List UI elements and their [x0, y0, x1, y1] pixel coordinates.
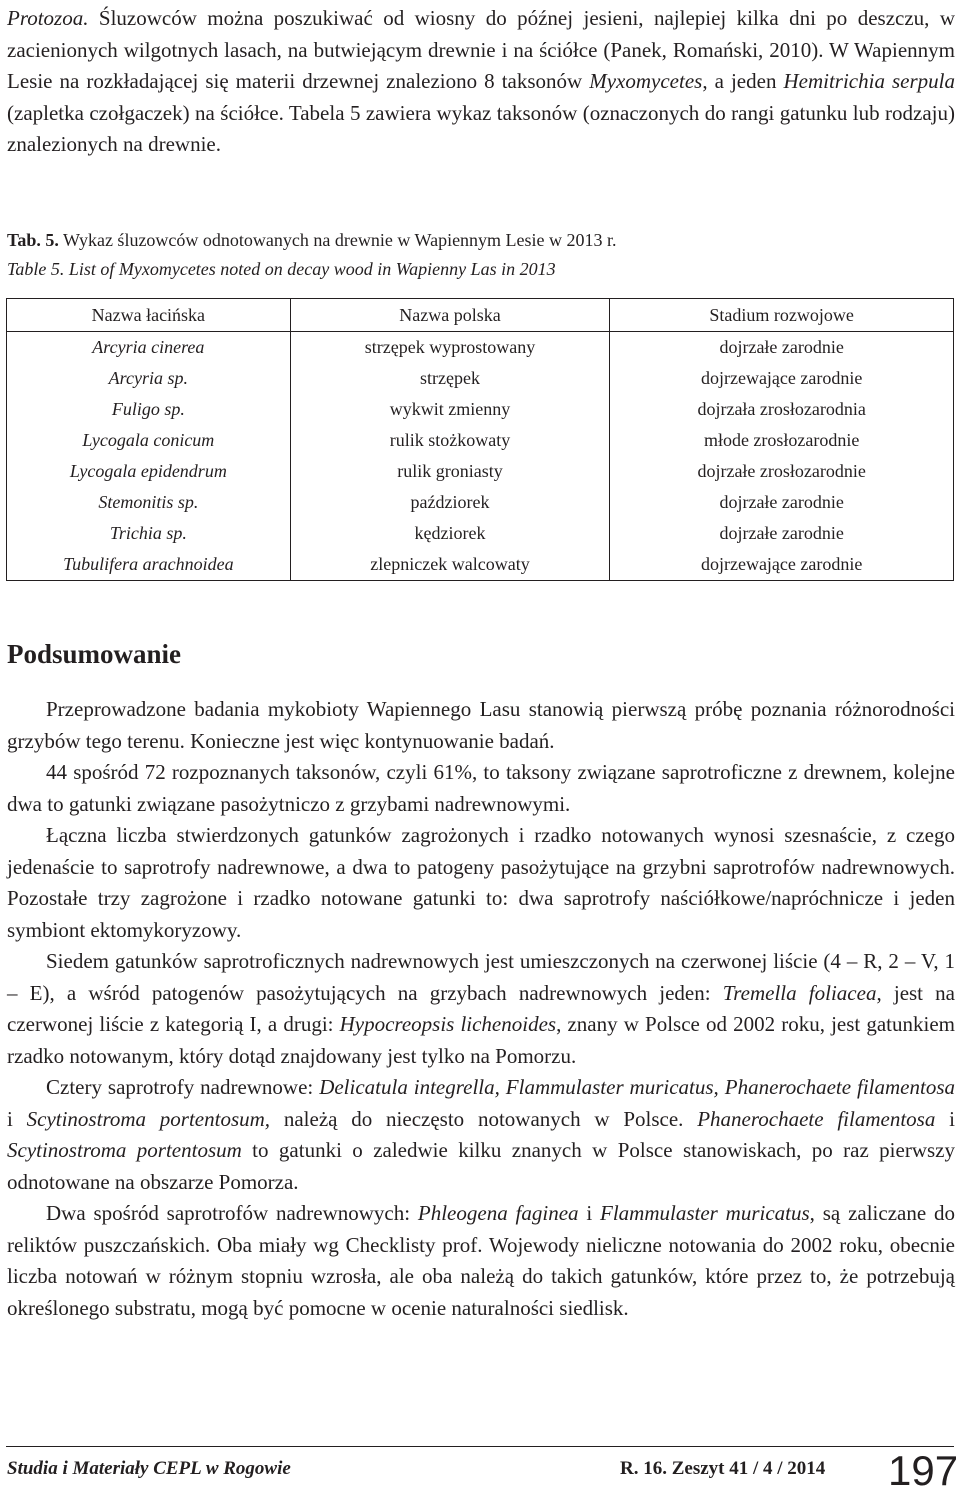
summary-p5-text-c: to gatunki o zaledwie kilku znanych w Polsce stanowiskach, po raz pierwszy odnotowane na obszarze Pomorza.: [7, 1138, 955, 1194]
summary-p5-and-2: i: [935, 1106, 955, 1131]
summary-paragraph-1: [7, 694, 955, 757]
cell-stage: dojrzałe zrosłozarodnie: [610, 456, 954, 487]
summary-paragraph-6: [7, 1198, 955, 1324]
intro-text-2: , a jeden: [702, 69, 784, 93]
col-header-latin: Nazwa łacińska: [7, 299, 291, 332]
cell-polish: rulik stożkowaty: [290, 425, 610, 456]
cell-latin: Stemonitis sp.: [7, 487, 291, 518]
myxomycetes-term: Myxomycetes: [589, 69, 703, 93]
summary-p6-and: i: [578, 1201, 601, 1225]
intro-text-1: Śluzowców można poszukiwać od wiosny do późnej jesieni, najlepiej kilka dni po deszczu, w zacienionych wilgotnych lasach, na butwiejącym drewnie i na ściółce (Panek, Romański, 2010). W Wapiennym Lesie na rozkładającej się materii drzewnej znaleziono 8 taksonów: [7, 6, 955, 93]
scytinostroma-term-2: Scytinostroma portentosum: [7, 1138, 242, 1162]
cell-stage: dojrzewające zarodnie: [610, 363, 954, 394]
table-row: [7, 332, 954, 364]
cell-polish: strzępek wyprostowany: [290, 332, 610, 364]
phanerochaete-term: Phanerochaete filamentosa: [697, 1106, 936, 1131]
summary-p6-text-a: Dwa spośród saprotrofów nadrewnowych:: [46, 1201, 418, 1225]
cell-stage: dojrzała zrosłozarodnia: [610, 394, 954, 425]
summary-p2-text: 44 spośród 72 rozpoznanych taksonów, czyli 61%, to taksony związane saprotroficzne z drewnem, kolejne dwa to gatunki związane pasożytniczo z grzybami nadrewnowymi.: [7, 760, 955, 816]
summary-p5-text-a: Cztery saprotrofy nadrewnowe:: [46, 1075, 320, 1099]
scytinostroma-term: Scytinostroma portentosum,: [26, 1106, 271, 1131]
summary-p4-text-a: Siedem gatunków saprotroficznych nadrewnowych jest umieszczonych na czerwonej liście (4 – R, 2 – V, 1 – E), a wśród patogenów pasożytujących na grzybach nadrewnowych jeden:: [7, 949, 955, 1005]
cell-latin: Tubulifera arachnoidea: [7, 549, 291, 581]
cell-polish: strzępek: [290, 363, 610, 394]
summary-paragraph-5: [7, 1072, 955, 1198]
flammulaster-term: Flammulaster muricatus: [600, 1201, 810, 1225]
summary-p4-text-b: , jest na czerwonej liście z kategorią I, a drugi:: [7, 980, 955, 1036]
cell-stage: młode zrosłozarodnie: [610, 425, 954, 456]
summary-p3-text: Łączna liczba stwierdzonych gatunków zagrożonych i rzadko notowanych wynosi szesnaście, z czego jedenaście to saprotrofy nadrewnowe, a dwa to patogeny pasożytujące na grzybni saprotrofów nadrewnowych. Pozostałe trzy zagrożone i rzadko notowane gatunki to: dwa saprotrofy naściółkowe/napróchnicze i jeden symbiont ektomykoryzowy.: [7, 823, 955, 942]
species-list-term: Delicatula integrella, Flammulaster muricatus, Phanerochaete filamentosa: [319, 1075, 955, 1099]
summary-paragraph-3: [7, 820, 955, 946]
table-row: [7, 394, 954, 425]
summary-p4-text-c: , znany w Polsce od 2002 roku, jest gatunkiem rzadko notowanym, który dotąd znajdowany jest tylko na Pomorzu.: [7, 1012, 956, 1068]
summary-p5-text-b: należą do nieczęsto notowanych w Polsce.: [270, 1106, 698, 1131]
col-header-polish: Nazwa polska: [290, 299, 610, 332]
table-header-row: [7, 299, 954, 332]
cell-latin: Arcyria cinerea: [7, 332, 291, 364]
cell-latin: Fuligo sp.: [7, 394, 291, 425]
table-row: [7, 456, 954, 487]
cell-polish: paździorek: [290, 487, 610, 518]
section-heading-summary: Podsumowanie: [7, 639, 182, 669]
cell-stage: dojrzałe zarodnie: [610, 332, 954, 364]
cell-latin: Lycogala conicum: [7, 425, 291, 456]
hemitrichia-term: Hemitrichia serpula: [783, 69, 956, 93]
cell-latin: Lycogala epidendrum: [7, 456, 291, 487]
table-row: [7, 363, 954, 394]
cell-polish: rulik groniasty: [290, 456, 610, 487]
table-caption-pl: [7, 228, 617, 252]
summary-p5-and-1: i: [7, 1106, 27, 1131]
myxomycetes-table: [6, 298, 954, 581]
page-number: 197: [888, 1447, 959, 1494]
intro-text-3: (zapletka czołgaczek) na ściółce. Tabela 5 zawiera wykaz taksonów (oznaczonych do rangi gatunku lub rodzaju) znalezionych na drewnie.: [7, 100, 955, 156]
intro-paragraph: [7, 3, 955, 161]
table-row: [7, 549, 954, 581]
table-row: [7, 518, 954, 549]
table-row: [7, 425, 954, 456]
summary-body: [7, 694, 955, 1324]
protozoa-term: Protozoa.: [7, 6, 89, 30]
issue-number: R. 16. Zeszyt 41 / 4 / 2014: [620, 1458, 826, 1479]
table-caption-en: Table 5. List of Myxomycetes noted on decay wood in Wapienny Las in 2013: [7, 259, 556, 279]
cell-stage: dojrzałe zarodnie: [610, 487, 954, 518]
hypocreopsis-term: Hypocreopsis lichenoides: [339, 1012, 557, 1036]
cell-latin: Trichia sp.: [7, 518, 291, 549]
cell-polish: kędziorek: [290, 518, 610, 549]
cell-polish: zlepniczek walcowaty: [290, 549, 610, 581]
summary-paragraph-2: [7, 757, 955, 820]
cell-polish: wykwit zmienny: [290, 394, 610, 425]
journal-title: Studia i Materiały CEPL w Rogowie: [7, 1458, 291, 1479]
phleogena-term: Phleogena faginea: [417, 1201, 579, 1225]
summary-p6-text-b: , są zaliczane do reliktów puszczańskich. Oba miały wg Checklisty prof. Wojewody nieliczne notowania do 2002 roku, obecnie liczba notowań w różnym stopniu wzrosła, ale oba należą do takich gatunków, które przez to, że potrzebują określonego substratu, mogą być pomocne w ocenie naturalności siedlisk.: [7, 1201, 955, 1320]
table-caption-label: Tab. 5.: [7, 230, 59, 250]
summary-paragraph-4: [7, 946, 955, 1072]
tremella-term: Tremella foliacea: [722, 980, 877, 1005]
cell-latin: Arcyria sp.: [7, 363, 291, 394]
col-header-stage: Stadium rozwojowe: [610, 299, 954, 332]
footer-divider: [6, 1446, 954, 1447]
cell-stage: dojrzewające zarodnie: [610, 549, 954, 581]
summary-p1-text: Przeprowadzone badania mykobioty Wapiennego Lasu stanowią pierwszą próbę poznania różnorodności grzybów tego terenu. Konieczne jest więc kontynuowanie badań.: [7, 697, 955, 753]
table-row: [7, 487, 954, 518]
cell-stage: dojrzałe zarodnie: [610, 518, 954, 549]
table-caption-pl-text: Wykaz śluzowców odnotowanych na drewnie w Wapiennym Lesie w 2013 r.: [58, 230, 617, 250]
